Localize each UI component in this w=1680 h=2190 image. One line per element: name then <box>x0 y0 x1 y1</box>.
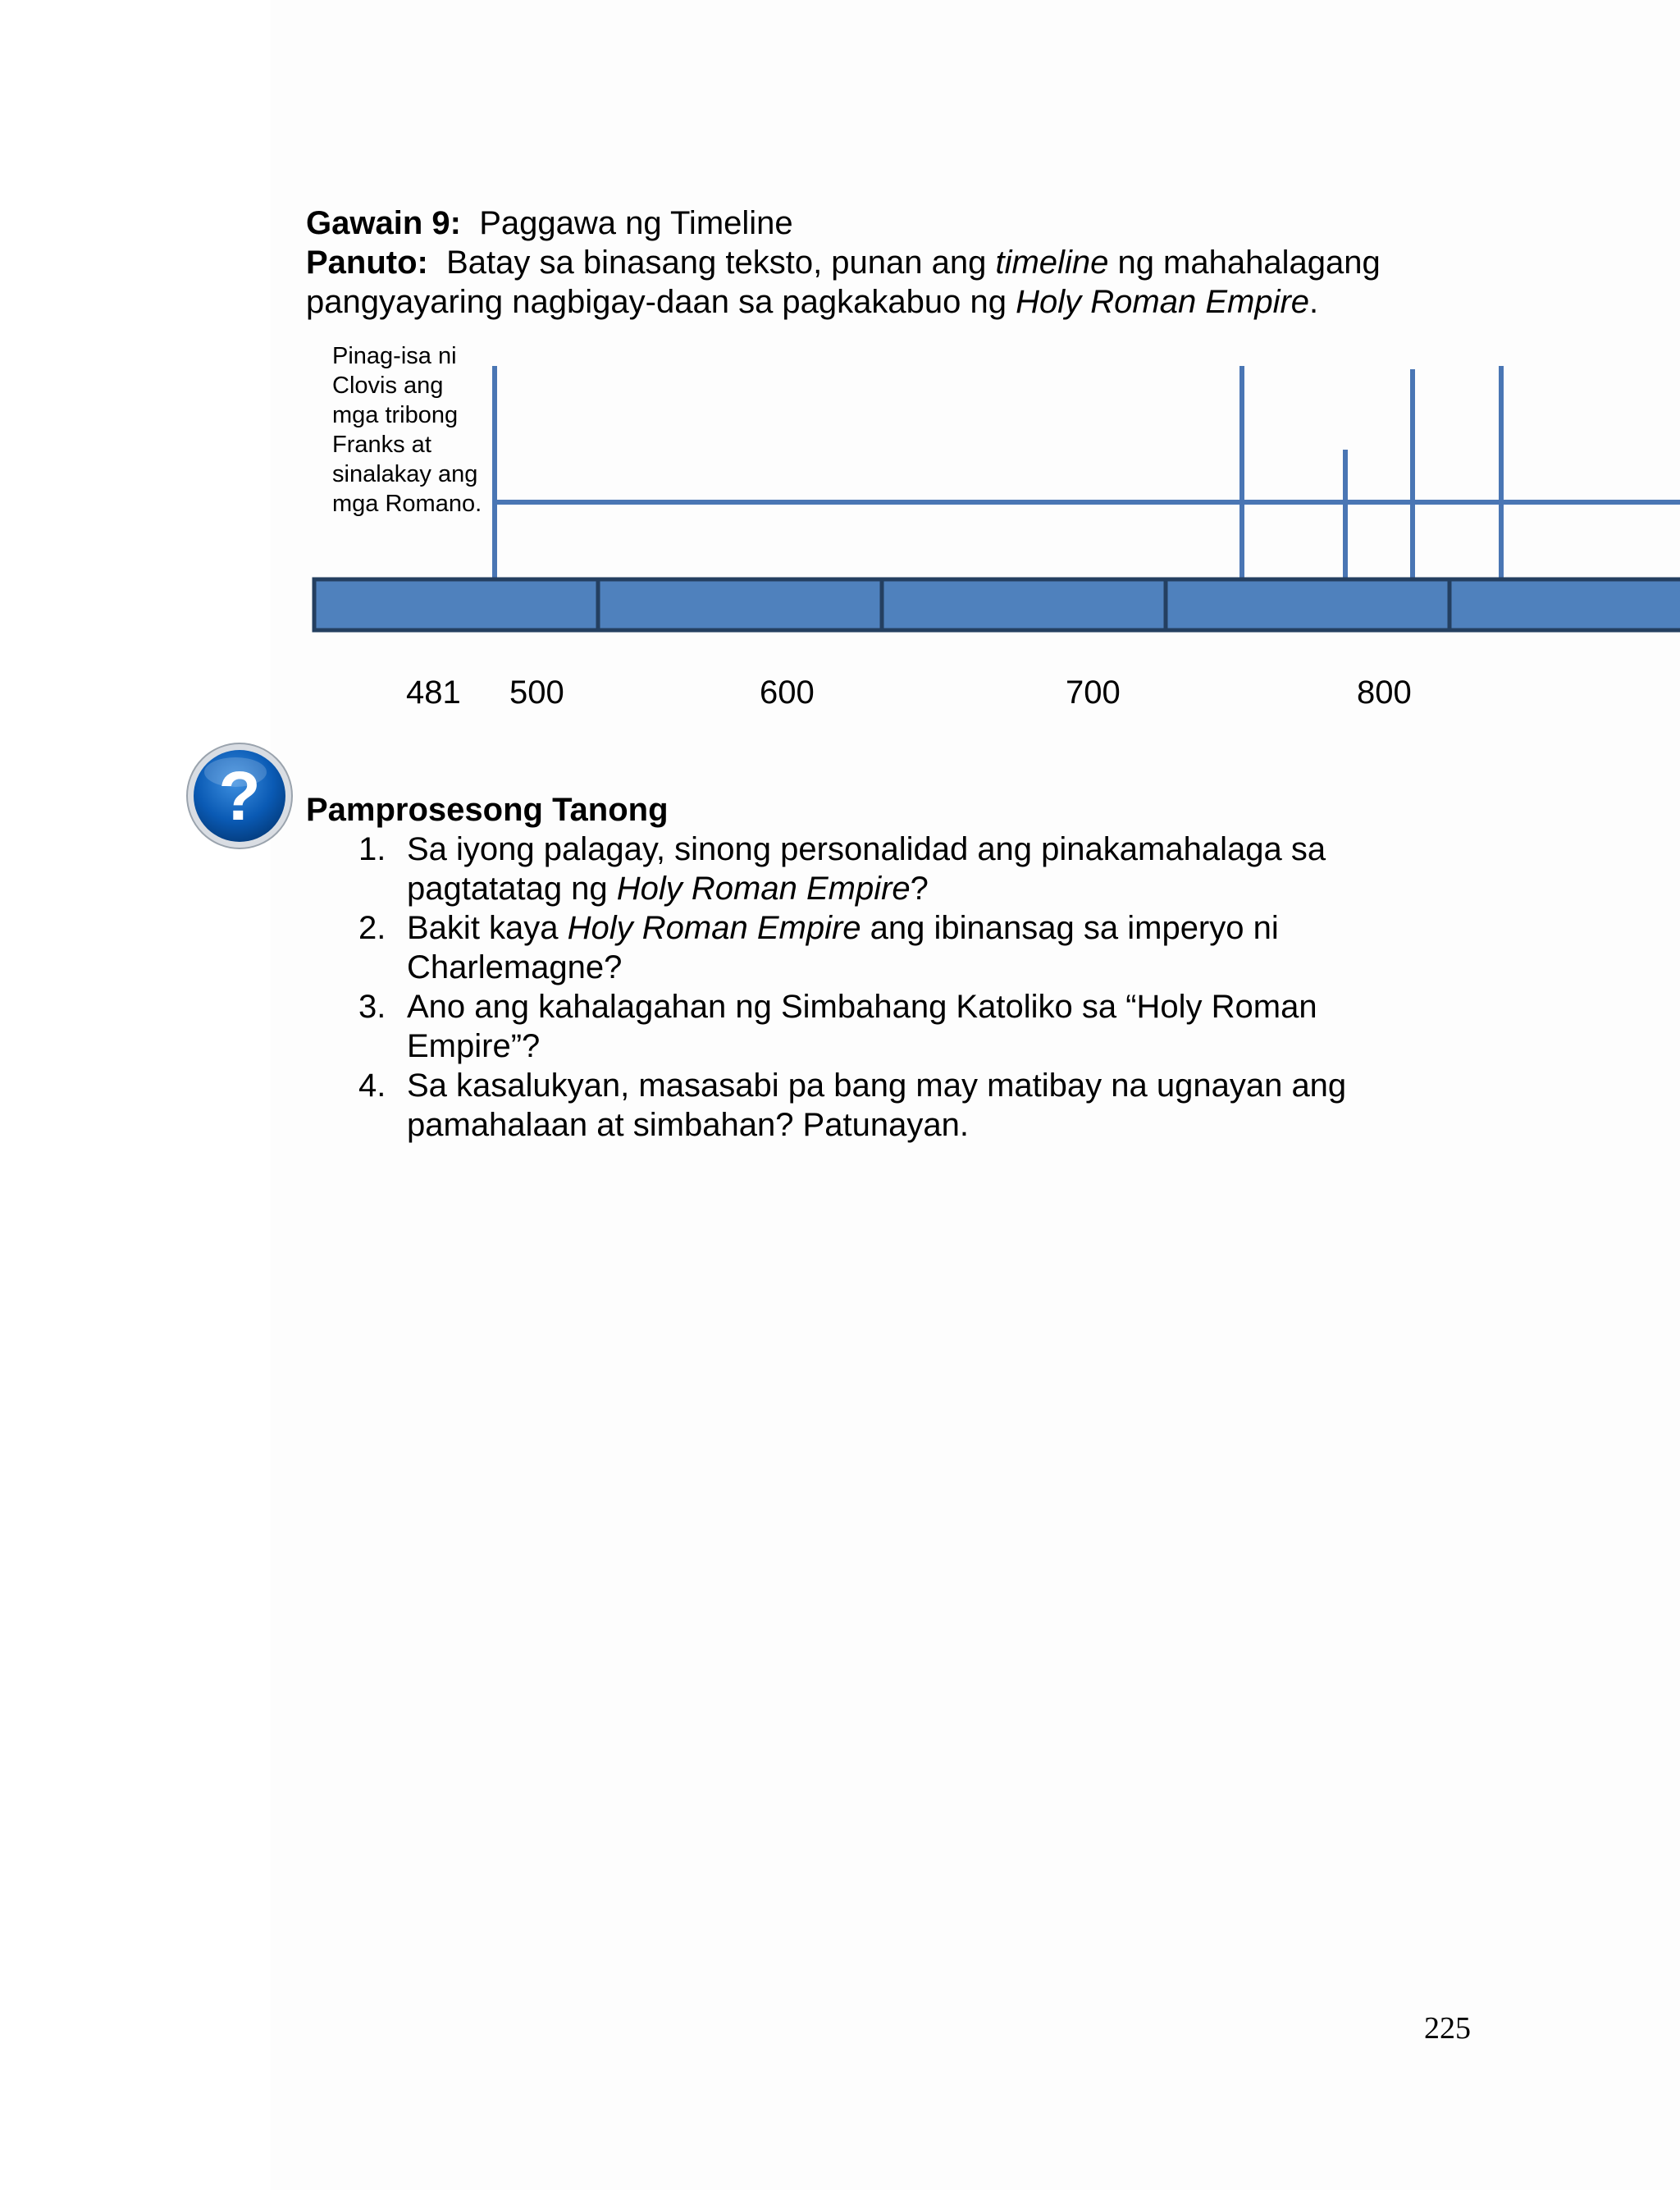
instructions-text: pangyayaring nagbigay-daan sa pagkakabuo ng <box>306 284 1016 320</box>
activity-name: Paggawa ng Timeline <box>479 205 793 241</box>
instructions-text: ng mahahalagang <box>1108 245 1381 281</box>
question-line: Charlemagne? <box>407 949 623 985</box>
question-number: 4. <box>358 1068 386 1104</box>
timeline-bar-segment <box>1166 579 1449 630</box>
question-mark-icon <box>185 741 294 851</box>
timeline-year: 800 <box>1357 674 1412 711</box>
question-line: Ano ang kahalagahan ng Simbahang Katoliko sa “Holy Roman <box>407 989 1317 1025</box>
questions-heading: Pamprosesong Tanong <box>306 792 669 828</box>
instructions-italic: Holy Roman Empire <box>1016 284 1310 320</box>
activity-label: Gawain 9: <box>306 205 461 241</box>
svg-text:?: ? <box>218 757 261 834</box>
timeline-diagram <box>0 0 1680 738</box>
question-text: ? <box>910 871 929 907</box>
question-italic: Holy Roman Empire <box>616 871 911 907</box>
timeline-year: 500 <box>509 674 564 711</box>
question-line <box>407 908 1424 948</box>
timeline-event-label: Pinag-isa ni Clovis ang mga tribong Franks at sinalakay ang mga Romano. <box>332 343 482 517</box>
timeline-bar-segment <box>598 579 882 630</box>
timeline-year: 700 <box>1066 674 1121 711</box>
list-item <box>306 987 1495 1066</box>
question-text: pagtatatag ng <box>407 871 617 907</box>
question-number: 2. <box>358 910 386 946</box>
list-item <box>306 908 1495 987</box>
instructions-label: Panuto: <box>306 245 428 281</box>
instructions-text: . <box>1309 284 1319 320</box>
question-text: Bakit kaya <box>407 910 568 946</box>
timeline-year: 600 <box>760 674 815 711</box>
timeline-bar-segment <box>314 579 598 630</box>
question-number: 3. <box>358 989 386 1025</box>
question-italic: Holy Roman Empire <box>567 910 861 946</box>
questions-list <box>306 830 1495 1145</box>
question-line: Sa kasalukyan, masasabi pa bang may matibay na ugnayan ang <box>407 1068 1347 1104</box>
instructions-text: Batay sa binasang teksto, punan ang <box>446 245 996 281</box>
question-text: ang ibinansag sa imperyo ni <box>861 910 1279 946</box>
timeline-bar-segment <box>882 579 1166 630</box>
timeline-bar-segment <box>1449 579 1680 630</box>
question-line: Empire”? <box>407 1028 541 1064</box>
list-item <box>306 1066 1495 1145</box>
question-number: 1. <box>358 831 386 867</box>
question-line <box>407 869 1424 908</box>
instructions-italic: timeline <box>995 245 1109 281</box>
page-number: 225 <box>1424 2011 1471 2046</box>
question-line: pamahalaan at simbahan? Patunayan. <box>407 1107 969 1143</box>
question-line: Sa iyong palagay, sinong personalidad ang pinakamahalaga sa <box>407 831 1326 867</box>
timeline-year: 481 <box>406 674 461 711</box>
list-item <box>306 830 1495 908</box>
